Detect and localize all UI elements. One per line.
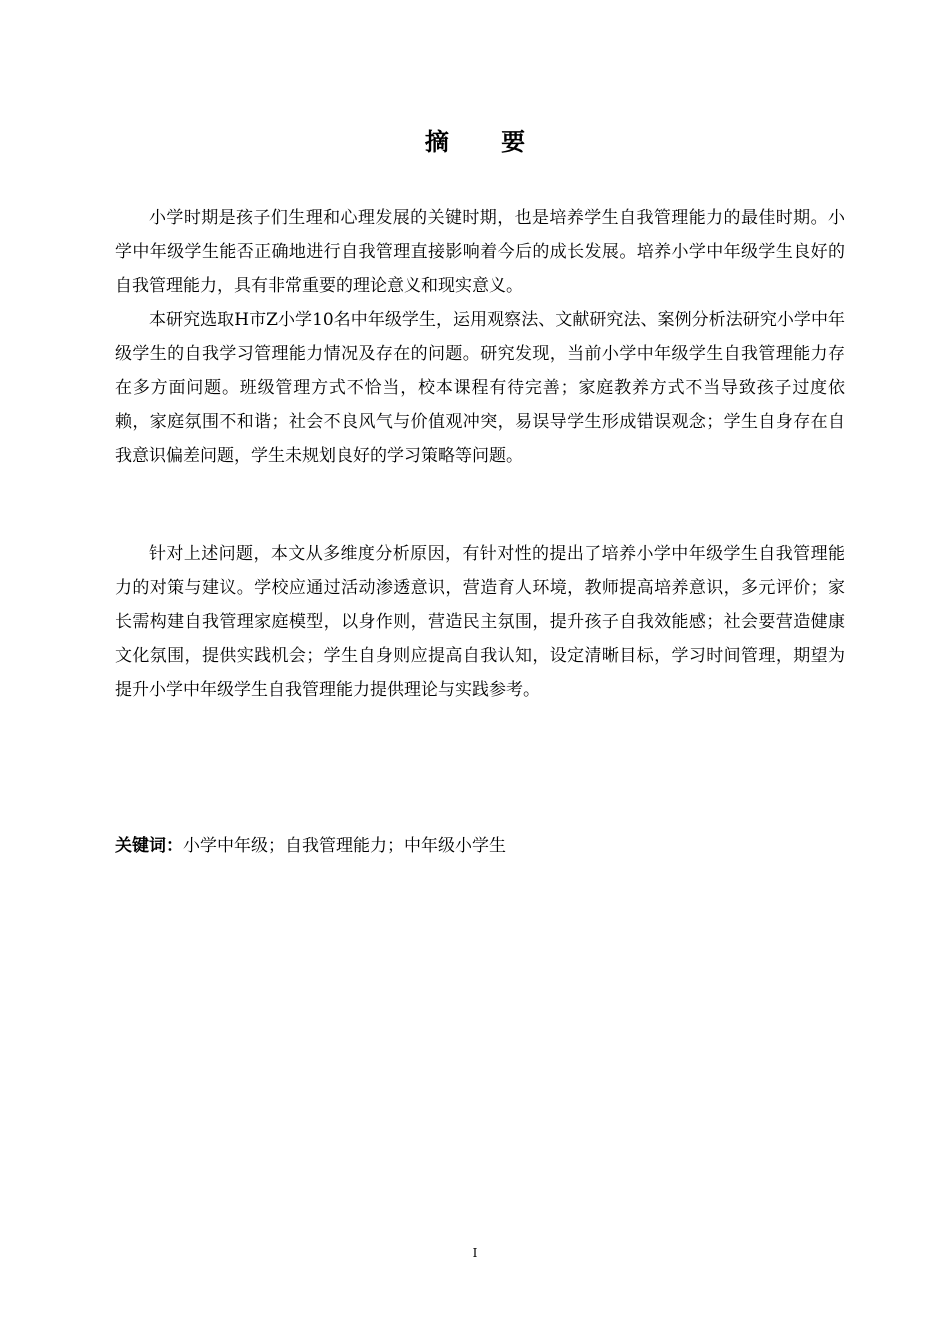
abstract-body-top bbox=[115, 201, 845, 473]
abstract-title: 摘 要 bbox=[424, 128, 548, 156]
abstract-body-bottom bbox=[115, 537, 845, 707]
abstract-paragraph-3: 针对上述问题，本文从多维度分析原因，有针对性的提出了培养小学中年级学生自我管理能力的对策与建议。学校应通过活动渗透意识，营造育人环境，教师提高培养意识，多元评价；家长需构建自我管理家庭模型，以身作则，营造民主氛围，提升孩子自我效能感；社会要营造健康文化氛围，提供实践机会；学生自身则应提高自我认知，设定清晰目标，学习时间管理，期望为提升小学中年级学生自我管理能力提供理论与实践参考。 bbox=[115, 544, 845, 700]
keywords-label: 关键词： bbox=[115, 836, 183, 856]
keywords-text: 小学中年级；自我管理能力；中年级小学生 bbox=[183, 836, 506, 856]
abstract-paragraph-2: 本研究选取H市Z小学10名中年级学生，运用观察法、文献研究法、案例分析法研究小学中年级学生的自我学习管理能力情况及存在的问题。研究发现，当前小学中年级学生自我管理能力存在多方面问题。班级管理方式不恰当，校本课程有待完善；家庭教养方式不当导致孩子过度依赖，家庭氛围不和谐；社会不良风气与价值观冲突，易误导学生形成错误观念；学生自身存在自我意识偏差问题，学生未规划良好的学习策略等问题。 bbox=[115, 310, 845, 466]
abstract-paragraph-1: 小学时期是孩子们生理和心理发展的关键时期，也是培养学生自我管理能力的最佳时期。小学中年级学生能否正确地进行自我管理直接影响着今后的成长发展。培养小学中年级学生良好的自我管理能力，具有非常重要的理论意义和现实意义。 bbox=[115, 208, 845, 296]
keywords-line bbox=[115, 829, 845, 863]
page-number: I bbox=[472, 1246, 478, 1260]
